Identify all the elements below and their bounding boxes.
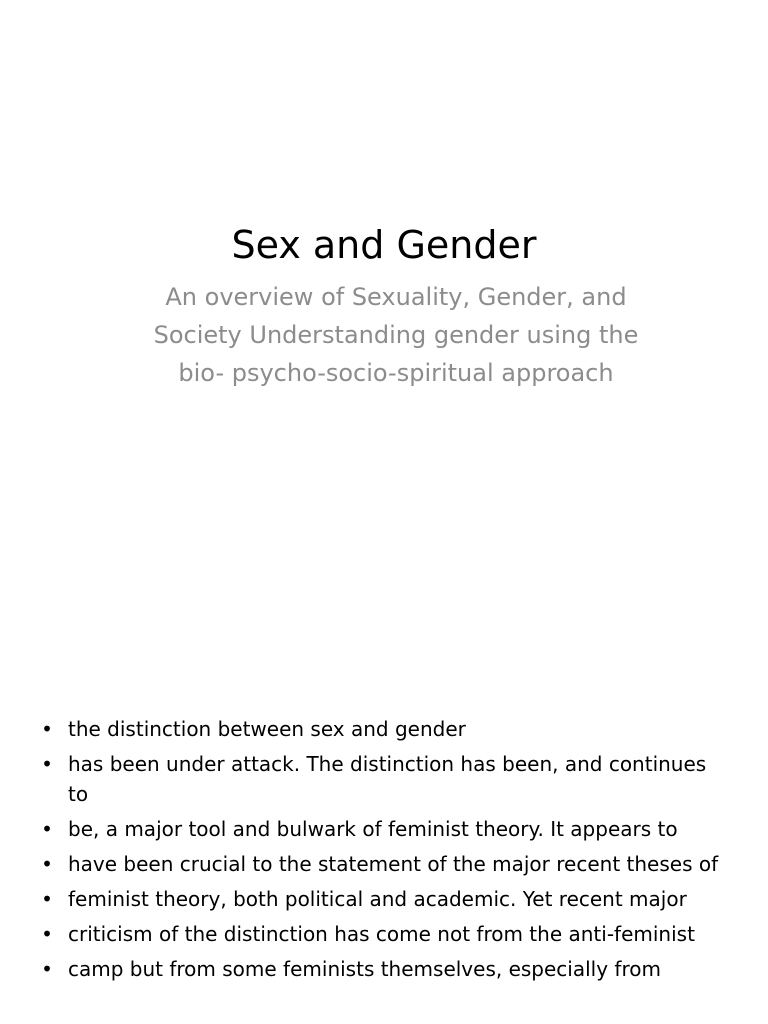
bullet-item bbox=[40, 749, 730, 809]
bullet-text: the distinction between sex and gender bbox=[68, 717, 466, 741]
bullet-text: be, a major tool and bulwark of feminist theory. It appears to bbox=[68, 817, 678, 841]
bullet-icon: • bbox=[41, 957, 53, 981]
bullet-icon: • bbox=[41, 752, 53, 776]
bullet-icon: • bbox=[41, 717, 53, 741]
bullet-text: camp but from some feminists themselves, especially from bbox=[68, 957, 661, 981]
bullet-list bbox=[40, 714, 730, 989]
bullet-item bbox=[40, 884, 730, 914]
slide-subtitle: An overview of Sexuality, Gender, and Society Understanding gender using the bio- psycho-socio-spiritual approach bbox=[153, 283, 639, 387]
bullet-slide bbox=[0, 512, 768, 1024]
bullet-text: feminist theory, both political and academic. Yet recent major bbox=[68, 887, 687, 911]
slide-title: Sex and Gender bbox=[231, 223, 537, 267]
bullet-item bbox=[40, 814, 730, 844]
bullet-item bbox=[40, 919, 730, 949]
bullet-icon: • bbox=[41, 922, 53, 946]
bullet-item bbox=[40, 849, 730, 879]
bullet-text: have been crucial to the statement of the major recent theses of bbox=[68, 852, 719, 876]
bullet-icon: • bbox=[41, 817, 53, 841]
bullet-icon: • bbox=[41, 887, 53, 911]
bullet-text: criticism of the distinction has come not from the anti-feminist bbox=[68, 922, 695, 946]
bullet-icon: • bbox=[41, 852, 53, 876]
bullet-item bbox=[40, 954, 730, 984]
bullet-item bbox=[40, 714, 730, 744]
bullet-text: has been under attack. The distinction has been, and continues to bbox=[68, 752, 707, 806]
